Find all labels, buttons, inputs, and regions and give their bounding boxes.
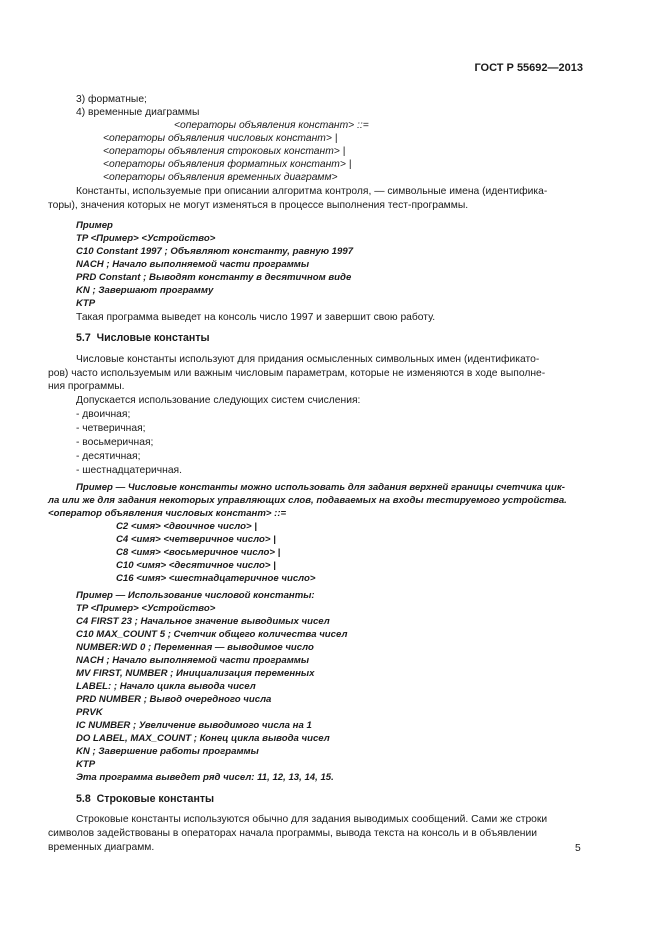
example-title: Пример — Использование числовой константы: [76,590,315,601]
note-line: Пример — Числовые константы можно использовать для задания верхней границы счетчика цик- [76,482,565,493]
code-line: PRD NUMBER ; Вывод очередного числа [76,694,272,705]
note-line: ла или же для задания некоторых управляющих слов, подаваемых на входы тестируемого устройства. [48,495,567,506]
grammar-alt: <операторы объявления строковых констант> | [103,146,346,157]
page-number: 5 [575,843,581,854]
paragraph-line: Константы, используемые при описании алгоритма контроля, — символьные имена (идентифика- [76,186,548,197]
code-line: PRD Constant ; Выводят константу в десятичном виде [76,272,352,283]
grammar-head: <операторы объявления констант> ::= [174,120,369,131]
code-line: MV FIRST, NUMBER ; Инициализация переменных [76,668,315,679]
paragraph-line: Строковые константы используются обычно для задания выводимых сообщений. Сами же строки [76,814,548,825]
code-line: DO LABEL, MAX_COUNT ; Конец цикла вывода чисел [76,733,330,744]
code-line: KTP [76,759,96,770]
list-item: - десятичная; [76,451,141,462]
grammar-alt: <операторы объявления временных диаграмм> [103,172,338,183]
grammar-alt: C10 <имя> <десятичное число> | [116,560,276,571]
section-number: 5.7 [76,332,91,344]
code-line: KTP [76,298,96,309]
grammar-alt: <операторы объявления форматных констант> | [103,159,352,170]
grammar-alt: <операторы объявления числовых констант> | [103,133,338,144]
grammar-alt: C4 <имя> <четверичное число> | [116,534,276,545]
code-line: NACH ; Начало выполняемой части программы [76,655,310,666]
grammar-alt: C16 <имя> <шестнадцатеричное число> [116,573,316,584]
code-line: KN ; Завершают программу [76,285,214,296]
code-line: TP <Пример> <Устройство> [76,603,216,614]
grammar-alt: C2 <имя> <двоичное число> | [116,521,257,532]
code-line: IC NUMBER ; Увеличение выводимого числа на 1 [76,720,312,731]
list-item: - шестнадцатеричная. [76,465,182,476]
list-item: - восьмеричная; [76,437,154,448]
code-line: KN ; Завершение работы программы [76,746,259,757]
code-line: C10 MAX_COUNT 5 ; Счетчик общего количества чисел [76,629,348,640]
code-line: C4 FIRST 23 ; Начальное значение выводимых чисел [76,616,330,627]
paragraph-line: ров) часто используемым или важным числовым параметрам, которые не изменяются в ходе выполне- [48,368,546,379]
grammar-alt: C8 <имя> <восьмеричное число> | [116,547,281,558]
grammar-head: <оператор объявления числовых констант> ::= [48,508,287,519]
code-line: LABEL: ; Начало цикла вывода чисел [76,681,256,692]
code-line: NACH ; Начало выполняемой части программы [76,259,310,270]
section-number: 5.8 [76,793,91,805]
paragraph-line: торы), значения которых не могут изменяться в процессе выполнения тест-программы. [48,200,469,211]
code-line: NUMBER:WD 0 ; Переменная — выводимое число [76,642,314,653]
list-item-timing: 4) временные диаграммы [76,107,200,118]
paragraph-line: Допускается использование следующих систем счисления: [76,395,361,406]
paragraph-line: Числовые константы используют для придания осмысленных символьных имен (идентификато- [76,354,540,365]
paragraph-line: символов задействованы в операторах начала программы, вывода текста на консоль и в объявлении [48,828,538,839]
section-heading-5-7 [76,332,210,345]
code-line: Эта программа выведет ряд чисел: 11, 12, 13, 14, 15. [76,772,334,783]
code-line: C10 Constant 1997 ; Объявляют константу, равную 1997 [76,246,354,257]
paragraph-line: Такая программа выведет на консоль число 1997 и завершит свою работу. [76,312,436,323]
list-item: - четверичная; [76,423,146,434]
paragraph-line: ния программы. [48,381,125,392]
code-line: TP <Пример> <Устройство> [76,233,216,244]
list-item: - двоичная; [76,409,131,420]
paragraph-line: временных диаграмм. [48,842,155,853]
code-line: PRVK [76,707,103,718]
section-heading-5-8 [76,793,214,806]
example-title: Пример [76,220,113,231]
document-header: ГОСТ Р 55692—2013 [474,62,583,74]
section-title: Числовые константы [96,332,210,344]
list-item-formatted: 3) форматные; [76,94,147,105]
section-title: Строковые константы [96,793,215,805]
